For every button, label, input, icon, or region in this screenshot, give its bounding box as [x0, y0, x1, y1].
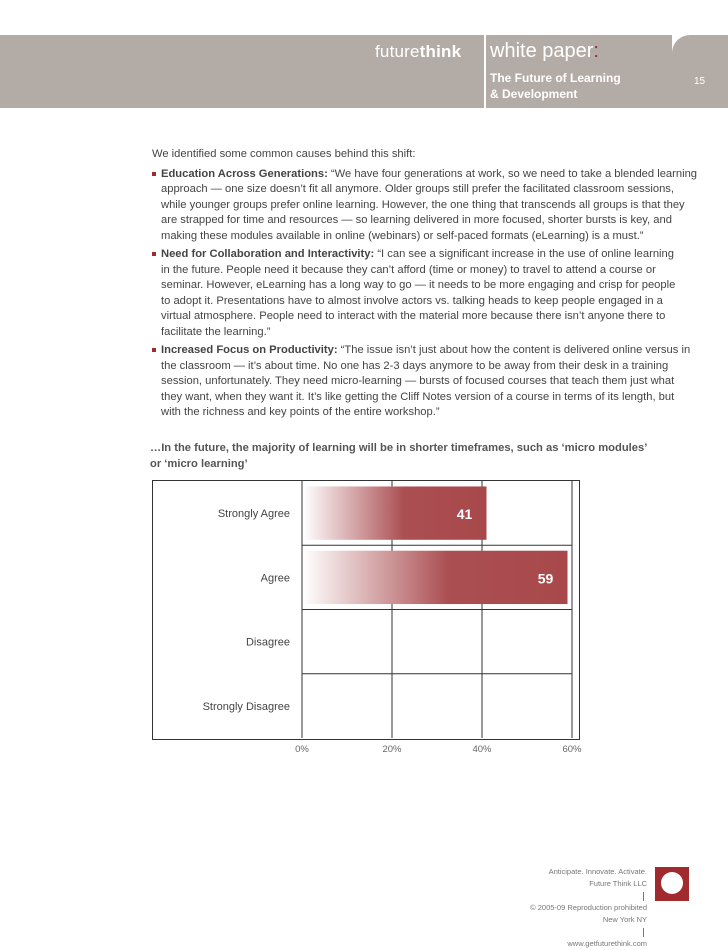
value-label: 41 [456, 506, 473, 523]
bullet-line: session, unfortunately. They need micro-learning — bursts of focused courses that teach them just what [161, 375, 675, 387]
subtitle-line-2: & Development [490, 87, 578, 101]
bullet-line: making these modules available in online (webinars) or self-paced formats (eLearning) is a must.” [161, 229, 644, 242]
bar [303, 551, 568, 604]
footer-separator [643, 892, 644, 901]
category-label: Strongly Agree [217, 508, 290, 521]
bullet-line: they want, when they want it. It’s like getting the Cliff Notes version of a course in terms of its length, but [161, 390, 675, 403]
footer-tagline: Anticipate. Innovate. Activate. [548, 867, 647, 876]
bullet-line: to adopt it. Presentations have to almost involve actors vs. talking heads to keep people engaged in a [161, 294, 663, 307]
bullet-line: seminar. However, eLearning has a long way to go — it needs to be more engaging and crisp for people [161, 279, 676, 291]
footer-contact-line [440, 914, 647, 950]
bullet-line: in the future. People need it because they can’t afford (time or money) to travel to attend a course or [161, 263, 656, 276]
bullet-line: virtual atmosphere. People need to interact with the material more because there isn’t anyone there to [161, 310, 666, 322]
x-tick-label: 20% [382, 744, 402, 755]
x-tick-label: 60% [562, 744, 582, 755]
bullet-text: “We have four generations at work, so we need to take a blended learning [327, 167, 698, 180]
bullet-line: the classroom — it’s about time. No one has 2-3 days anymore to be away from their desk in a training [161, 359, 669, 372]
bullet-line: while younger groups prefer online learning. However, the one thing that transcends all groups is that they [161, 198, 685, 211]
bullet-label: Need for Collaboration and Interactivity: [161, 248, 375, 260]
footer-copyright: © 2005-09 Reproduction prohibited [530, 903, 647, 912]
category-label: Strongly Disagree [202, 700, 290, 713]
chart-title-line-1: …In the future, the majority of learning will be in shorter timeframes, such as ‘micro modules’ [150, 442, 648, 454]
brand-light: future [375, 42, 420, 61]
futurethink-logo [655, 867, 689, 901]
intro-paragraph: We identified some common causes behind this shift: [152, 148, 416, 160]
brand-bold: think [419, 42, 462, 61]
bullet-label: Education Across Generations: [161, 167, 328, 180]
footer [440, 866, 647, 950]
white-paper-colon: : [593, 40, 599, 62]
footer-city: New York NY [602, 915, 647, 924]
footer-separator [643, 928, 644, 937]
footer-company: Future Think LLC [589, 879, 647, 888]
category-label: Agree [260, 572, 290, 585]
bullet-line: are strapped for time and resources — so learning delivered in more focused, shorter bursts is key, and [161, 214, 672, 226]
x-tick-label: 0% [295, 744, 309, 755]
footer-copyright-line [440, 878, 647, 914]
bullet-line: with the richness and key points of the entire workshop.” [161, 406, 440, 418]
value-label: 59 [537, 570, 554, 587]
x-tick-label: 40% [472, 744, 492, 755]
bullet-line: approach — one size doesn’t fit all anymore. Older groups still prefer the facilitated classroom sessions, [161, 183, 675, 195]
chart-title-line-2: or ‘micro learning’ [150, 457, 248, 470]
bullet-text: “The issue isn’t just about how the content is delivered online versus in [337, 344, 691, 356]
category-label: Disagree [245, 636, 290, 649]
footer-website[interactable]: www.getfuturethink.com [567, 939, 647, 948]
subtitle-line-1: The Future of Learning [490, 71, 621, 85]
bullet-label: Increased Focus on Productivity: [161, 344, 338, 356]
page-number: 15 [694, 76, 706, 87]
bullet-text: “I can see a significant increase in the use of online learning [374, 248, 674, 260]
bullet-line: facilitate the learning.” [161, 325, 271, 338]
logo-circle-icon [661, 872, 683, 894]
white-paper-text: white paper [490, 40, 594, 62]
